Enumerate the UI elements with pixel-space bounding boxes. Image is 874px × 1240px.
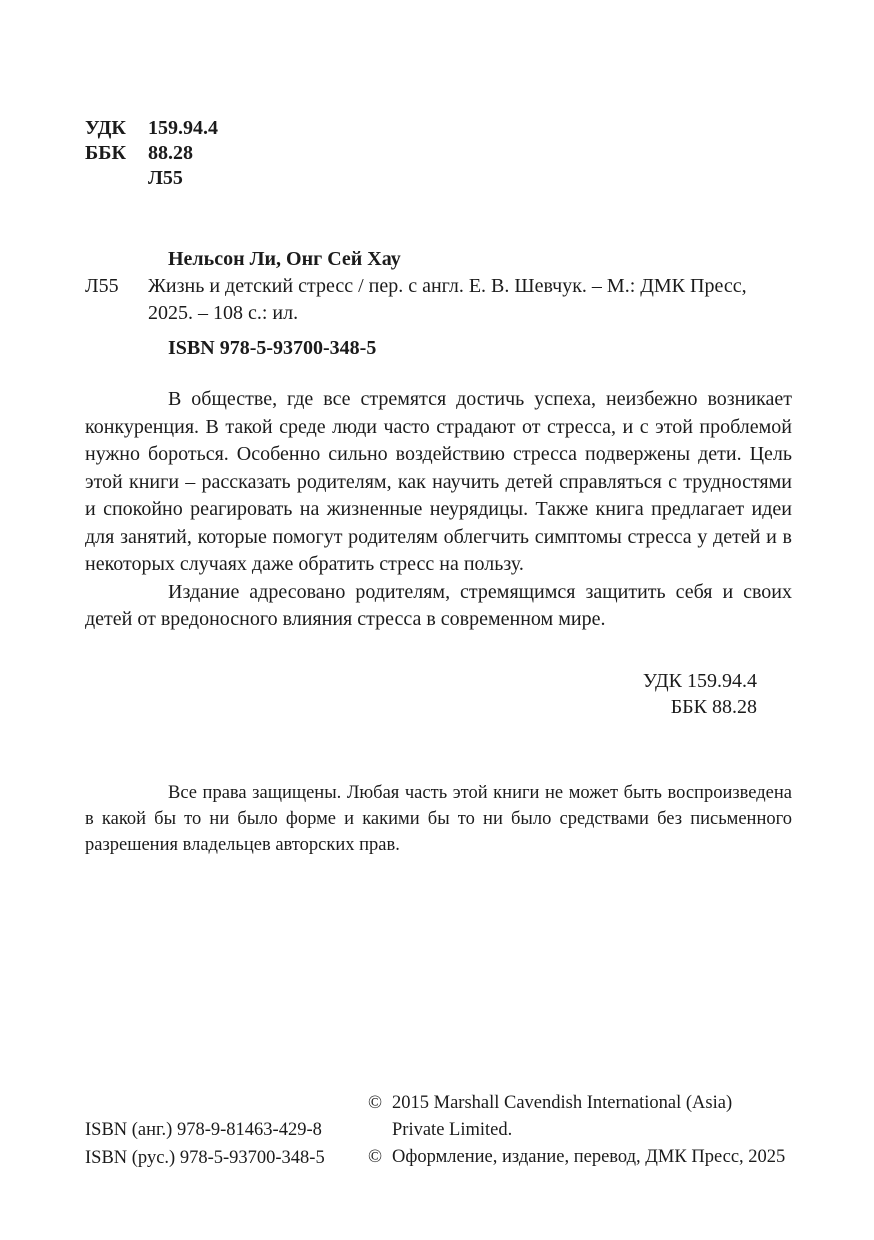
rights-notice: Все права защищены. Любая часть этой книги не может быть воспроизведена в какой бы то ни было форме и какими бы то ни было средствами без письменного разрешения владельцев авторских прав.: [85, 783, 792, 855]
authors: Нельсон Ли, Онг Сей Хау: [168, 248, 401, 270]
annotation-paragraph-2: Издание адресовано родителям, стремящимся защитить себя и своих детей от вредоносного влияния стресса в современном мире.: [85, 580, 792, 630]
bbk-row: [85, 141, 218, 166]
copyright-line-original: [368, 1090, 788, 1144]
classification-right-block: [643, 668, 757, 720]
copyright-line-russian-edition: [368, 1144, 788, 1171]
entry-description: Жизнь и детский стресс / пер. с англ. Е. В. Шевчук. – М.: ДМК Пресс, 2025. – 108 с.: ил.: [148, 275, 747, 324]
author-sign-row: [85, 166, 218, 191]
copyright-symbol: ©: [368, 1093, 383, 1113]
author-sign: Л55: [148, 167, 183, 189]
copyright-text-russian-edition: Оформление, издание, перевод, ДМК Пресс, 2025: [392, 1147, 786, 1167]
udk-label: УДК: [85, 117, 126, 139]
isbn-english: ISBN (анг.) 978-9-81463-429-8: [85, 1120, 322, 1140]
entry-author-sign: Л55: [85, 275, 119, 297]
classification-block: [85, 116, 218, 191]
author-sign-spacer: [85, 166, 148, 191]
annotation: [85, 386, 792, 634]
copyright-text-original: 2015 Marshall Cavendish International (Asia) Private Limited.: [392, 1093, 733, 1140]
copyright-column: [368, 1090, 788, 1171]
bibliographic-entry: [85, 246, 792, 327]
bbk-value: 88.28: [148, 142, 193, 164]
bbk-label: ББК: [85, 142, 126, 164]
isbn-russian: ISBN (рус.) 978-5-93700-348-5: [85, 1148, 325, 1168]
copyright-symbol: ©: [368, 1147, 383, 1167]
udk-row: [85, 116, 218, 141]
entry-line: [85, 273, 792, 327]
bbk-right: ББК 88.28: [670, 696, 757, 718]
isbn-main: ISBN 978-5-93700-348-5: [168, 337, 377, 359]
isbn-column: [85, 1116, 325, 1172]
udk-right: УДК 159.94.4: [642, 670, 757, 692]
annotation-paragraph-1: В обществе, где все стремятся достичь успеха, неизбежно возникает конкуренция. В такой среде люди часто страдают от стресса, и с этой проблемой нужно бороться. Особенно сильно воздействию стресса подвержены дети. Цель этой книги – рассказать родителям, как научить детей справляться с трудностями и спокойно реагировать на жизненные неурядицы. Также книга предлагает идеи для занятий, которые помогут родителям облегчить симптомы стресса у детей и в некоторых случаях даже обратить стресс на пользу.: [85, 388, 792, 575]
udk-value: 159.94.4: [148, 117, 218, 139]
